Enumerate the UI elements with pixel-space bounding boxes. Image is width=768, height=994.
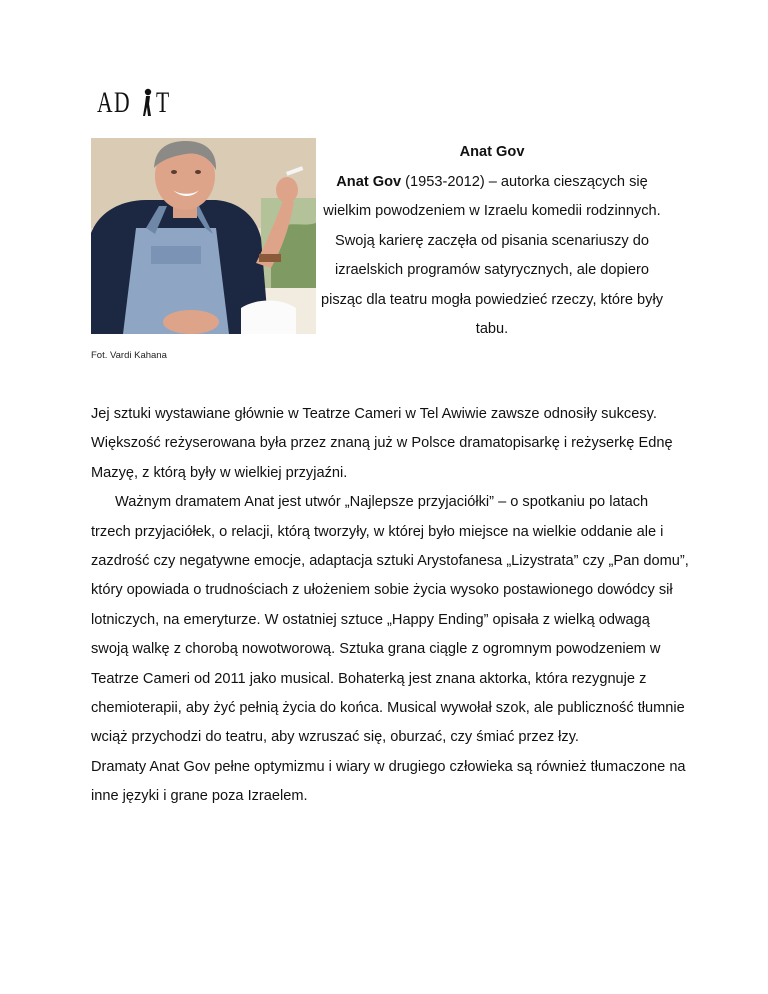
body-paragraph-3: Dramaty Anat Gov pełne optymizmu i wiary w drugiego człowieka są również tłumaczone na inne języki i grane poza Izraelem. [91, 758, 686, 805]
adit-logo [97, 86, 173, 118]
body-paragraph-1: Jej sztuki wystawiane głównie w Teatrze Cameri w Tel Awiwie zawsze odnosiły sukcesy. Większość reżyserowana była przez znaną już w Polsce dramatopisarkę i reżyserkę Ednę Mazyę, z którą były w wielkiej przyjaźni. [91, 406, 673, 481]
photo-caption: Fot. Vardi Kahana [91, 350, 167, 361]
page-title: Anat Gov [459, 144, 525, 160]
intro-paragraph [318, 168, 666, 345]
logo-figure-icon [140, 86, 154, 118]
intro-block [318, 138, 666, 345]
main-text [91, 400, 691, 812]
logo-text-start: AD [97, 86, 132, 119]
intro-text: (1953-2012) – autorka cieszących się wielkim powodzeniem w Izraelu komedii rodzinnych. Swoją karierę zaczęła od pisania scenariuszy do izraelskich programów satyrycznych, ale dopiero pisząc dla teatru mogła powiedzieć rzeczy, które były tabu. [320, 173, 664, 337]
logo-text-end: T [156, 86, 171, 119]
body-paragraph-2: Ważnym dramatem Anat jest utwór „Najlepsze przyjaciółki” – o spotkaniu po latach trzech przyjaciółek, o relacji, którą tworzyły, w której było miejsce na wielkie oddanie ale i zazdrość czy negatywne emocje, adaptacja sztuki Arystofanesa „Lizystrata” czy „Pan domu”, który opowiada o trudnościach z ułożeniem sobie życia wysoko postawionego dowódcy sił lotniczych, na emeryturze. W ostatniej sztuce „Happy Ending” opisała z wielką odwagą swoją walkę z chorobą nowotworową. Sztuka grana ciągle z ogromnym powodzeniem w Teatrze Cameri od 2011 jako musical. Bohaterką jest znana aktorka, która rezygnuje z chemioterapii, aby żyć pełnią życia do końca. Musical wywołał szok, ale publiczność tłumnie wciąż przychodzi do teatru, aby wzruszać się, oburzać, czy śmiać przez łzy. [91, 494, 689, 746]
author-photo [91, 138, 316, 334]
author-name: Anat Gov [336, 173, 402, 190]
